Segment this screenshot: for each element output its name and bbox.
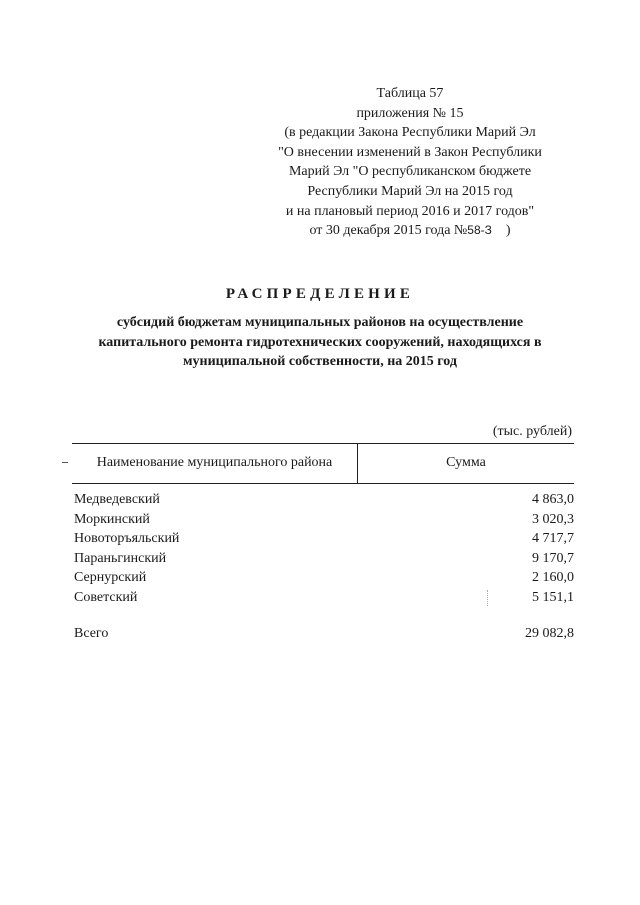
district-name: Сернурский bbox=[74, 570, 147, 586]
header-line-appendix: приложения № 15 bbox=[356, 105, 464, 121]
header-line-table-number: Таблица 57 bbox=[376, 86, 444, 101]
signature-suffix: ) bbox=[505, 223, 511, 239]
table-row bbox=[74, 588, 574, 608]
column-header-name: Наименование муниципального района bbox=[96, 455, 333, 470]
law-number: 58-З bbox=[467, 223, 492, 238]
margin-mark bbox=[62, 462, 68, 463]
header-block bbox=[240, 84, 580, 241]
table-total-row bbox=[74, 624, 574, 644]
district-sum: 3 020,3 bbox=[532, 511, 574, 527]
units-label: (тыс. рублей) bbox=[492, 424, 572, 439]
total-label: Всего bbox=[74, 626, 109, 641]
district-sum: 2 160,0 bbox=[532, 570, 574, 586]
district-sum: 9 170,7 bbox=[532, 550, 574, 566]
header-line-4: Республики Марий Эл на 2015 год bbox=[307, 183, 513, 199]
table-row bbox=[74, 549, 574, 569]
district-name: Новоторъяльский bbox=[74, 531, 180, 547]
faint-scan-mark bbox=[487, 590, 488, 606]
table-body bbox=[74, 490, 574, 608]
table-top-rule bbox=[72, 443, 574, 444]
district-name: Медведевский bbox=[74, 492, 160, 507]
table-row bbox=[74, 510, 574, 530]
header-line-3: Марий Эл "О республиканском бюджете bbox=[288, 164, 532, 180]
district-sum: 4 863,0 bbox=[532, 492, 574, 507]
district-name: Советский bbox=[74, 589, 138, 605]
document-title: РАСПРЕДЕЛЕНИЕ bbox=[225, 286, 415, 302]
column-header-sum: Сумма bbox=[446, 455, 486, 470]
header-line-5: и на плановый период 2016 и 2017 годов" bbox=[285, 203, 535, 219]
table-row bbox=[74, 568, 574, 588]
table-header-rule bbox=[72, 483, 574, 484]
document-subtitle bbox=[60, 313, 580, 372]
total-sum: 29 082,8 bbox=[525, 626, 574, 641]
subtitle-line-3: муниципальной собственности, на 2015 год bbox=[182, 354, 457, 369]
district-name: Моркинский bbox=[74, 511, 150, 527]
district-name: Параньгинский bbox=[74, 550, 167, 566]
table-row bbox=[74, 490, 574, 510]
header-signature-line bbox=[240, 221, 580, 241]
table-row bbox=[74, 529, 574, 549]
subtitle-line-2: капитального ремонта гидротехнических сооружений, находящихся в bbox=[98, 334, 542, 350]
district-sum: 4 717,7 bbox=[532, 531, 574, 547]
signature-prefix: от 30 декабря 2015 года № bbox=[309, 223, 468, 239]
subtitle-line-1: субсидий бюджетам муниципальных районов на осуществление bbox=[116, 315, 524, 330]
header-line-1: (в редакции Закона Республики Марий Эл bbox=[284, 125, 536, 141]
district-sum: 5 151,1 bbox=[532, 589, 574, 605]
header-line-2: "О внесении изменений в Закон Республики bbox=[278, 144, 542, 160]
